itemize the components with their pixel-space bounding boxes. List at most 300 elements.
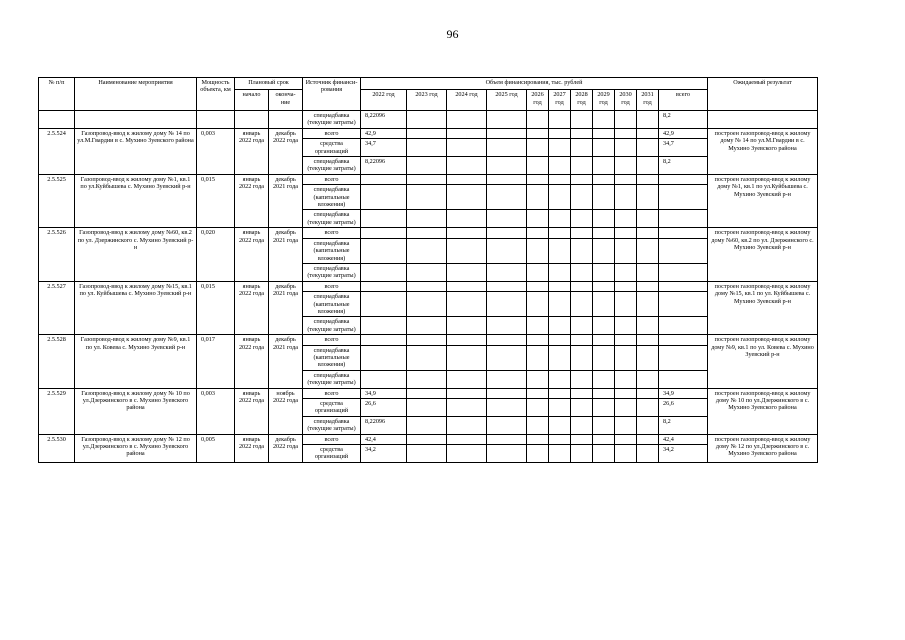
table-cell <box>571 238 593 263</box>
value-total <box>659 335 708 345</box>
table-cell <box>407 174 447 184</box>
value-2022 <box>361 210 407 228</box>
table-cell <box>571 370 593 388</box>
page-number: 96 <box>446 27 459 41</box>
entry-number: 2.5.529 <box>39 388 75 434</box>
header-year-9: 2030 год <box>615 90 637 111</box>
table-cell <box>549 370 571 388</box>
table-cell <box>708 111 818 129</box>
entry-end: декабрь 2021 года <box>269 335 303 388</box>
table-cell <box>571 317 593 335</box>
table-cell <box>615 281 637 291</box>
table-cell <box>571 111 593 129</box>
table-cell <box>637 335 659 345</box>
table-cell <box>527 399 549 417</box>
value-2022 <box>361 174 407 184</box>
entry-start: январь 2022 года <box>235 388 269 434</box>
table-cell <box>571 434 593 444</box>
table-cell <box>407 445 447 463</box>
table-cell <box>549 345 571 370</box>
entry-capacity: 0,003 <box>197 388 235 434</box>
table-cell <box>571 157 593 175</box>
entry-capacity: 0,015 <box>197 174 235 227</box>
table-cell <box>447 281 487 291</box>
header-year-6: 2027 год <box>549 90 571 111</box>
value-total <box>659 317 708 335</box>
table-cell <box>487 345 527 370</box>
source-cell: спецнадбавка (текущие затраты) <box>303 263 361 281</box>
source-cell: спецнадбавка (капитальные вложения) <box>303 345 361 370</box>
header-result: Ожидаемый результат <box>708 78 818 111</box>
table-cell <box>615 111 637 129</box>
table-cell <box>549 416 571 434</box>
table-cell <box>615 228 637 238</box>
table-cell <box>75 111 197 129</box>
value-total <box>659 370 708 388</box>
table-cell <box>527 434 549 444</box>
source-cell: спецнадбавка (текущие затраты) <box>303 370 361 388</box>
table-cell <box>615 434 637 444</box>
table-cell <box>527 388 549 398</box>
header-term: Плановый срок <box>235 78 303 90</box>
value-total: 34,2 <box>659 445 708 463</box>
table-cell <box>637 263 659 281</box>
table-cell <box>593 228 615 238</box>
value-2022 <box>361 228 407 238</box>
table-cell <box>571 281 593 291</box>
table-cell <box>593 345 615 370</box>
table-cell <box>407 111 447 129</box>
table-cell <box>615 210 637 228</box>
value-total: 42,4 <box>659 434 708 444</box>
table-cell <box>615 238 637 263</box>
table-cell <box>527 238 549 263</box>
table-cell <box>407 157 447 175</box>
table-cell <box>487 185 527 210</box>
value-total <box>659 292 708 317</box>
value-2022: 34,9 <box>361 388 407 398</box>
table-cell <box>487 111 527 129</box>
table-cell <box>593 139 615 157</box>
value-2022 <box>361 281 407 291</box>
entry-number: 2.5.525 <box>39 174 75 227</box>
table-cell <box>407 228 447 238</box>
header-term-end: оконча-ние <box>269 90 303 111</box>
table-cell <box>593 388 615 398</box>
value-2022 <box>361 185 407 210</box>
table-cell <box>447 416 487 434</box>
entry-result: построен газопровод-ввод к жилому дому № 14 по ул.М.Гвардии в с. Мухино Зуевского района <box>708 128 818 174</box>
entry-start: январь 2022 года <box>235 228 269 281</box>
value-2022: 42,9 <box>361 128 407 138</box>
table-cell <box>615 263 637 281</box>
table-cell <box>487 399 527 417</box>
header-year-3: 2024 год <box>447 90 487 111</box>
table-cell <box>571 292 593 317</box>
table-cell <box>527 335 549 345</box>
table-row <box>39 281 818 291</box>
value-total <box>659 185 708 210</box>
table-cell <box>527 416 549 434</box>
value-total: 8,2 <box>659 157 708 175</box>
entry-number: 2.5.527 <box>39 281 75 334</box>
entry-capacity: 0,005 <box>197 434 235 462</box>
table-cell <box>637 228 659 238</box>
entry-name: Газопровод-ввод к жилому дому №9, кв.1 по ул. Ковева с. Мухино Зуевский р-н <box>75 335 197 388</box>
header-year-7: 2028 год <box>571 90 593 111</box>
table-cell <box>527 445 549 463</box>
table-cell <box>571 228 593 238</box>
table-cell <box>447 228 487 238</box>
table-cell <box>571 139 593 157</box>
table-cell <box>593 210 615 228</box>
table-cell <box>527 128 549 138</box>
header-year-2: 2023 год <box>407 90 447 111</box>
header-name: Наименование мероприятия <box>75 78 197 111</box>
entry-number: 2.5.526 <box>39 228 75 281</box>
value-total: 8,2 <box>659 416 708 434</box>
table-cell <box>637 157 659 175</box>
table-cell <box>615 445 637 463</box>
table-cell <box>197 111 235 129</box>
header-year-10: 2031 год <box>637 90 659 111</box>
table-cell <box>447 238 487 263</box>
table-cell <box>447 111 487 129</box>
table-cell <box>593 416 615 434</box>
value-2022: 26,6 <box>361 399 407 417</box>
value-total <box>659 281 708 291</box>
table-cell <box>487 445 527 463</box>
table-cell <box>637 445 659 463</box>
table-cell <box>407 434 447 444</box>
table-cell <box>571 345 593 370</box>
table-cell <box>615 370 637 388</box>
value-2022 <box>361 292 407 317</box>
table-cell <box>487 238 527 263</box>
entry-end: декабрь 2021 года <box>269 281 303 334</box>
source-cell: средства организаций <box>303 139 361 157</box>
entry-name: Газопровод-ввод к жилому дому № 10 по ул.Дзержинского в с. Мухино Зуевского района <box>75 388 197 434</box>
table-row <box>39 111 818 129</box>
entry-end: декабрь 2021 года <box>269 228 303 281</box>
source-cell: спецнадбавка (капитальные вложения) <box>303 238 361 263</box>
table-cell <box>549 292 571 317</box>
table-cell <box>447 292 487 317</box>
table-cell <box>527 139 549 157</box>
source-cell: спецнадбавка (текущие затраты) <box>303 317 361 335</box>
table-cell <box>593 174 615 184</box>
value-total <box>659 345 708 370</box>
header-no: № п/п <box>39 78 75 111</box>
table-cell <box>593 263 615 281</box>
entry-name: Газопровод-ввод к жилому дому № 12 по ул.Дзержинского в с. Мухино Зуевского района <box>75 434 197 462</box>
table-cell <box>527 157 549 175</box>
table-cell <box>549 434 571 444</box>
value-2022 <box>361 345 407 370</box>
table-cell <box>407 210 447 228</box>
table-cell <box>487 128 527 138</box>
table-cell <box>637 128 659 138</box>
table-cell <box>571 388 593 398</box>
table-cell <box>637 345 659 370</box>
table-cell <box>527 210 549 228</box>
value-2022: 8,22096 <box>361 157 407 175</box>
table-cell <box>487 388 527 398</box>
value-2022: 8,22096 <box>361 416 407 434</box>
value-total: 34,9 <box>659 388 708 398</box>
table-cell <box>527 317 549 335</box>
table-cell <box>615 292 637 317</box>
table-cell <box>527 345 549 370</box>
table-cell <box>615 185 637 210</box>
value-2022 <box>361 238 407 263</box>
table-cell <box>549 139 571 157</box>
source-cell: спецнадбавка (капитальные вложения) <box>303 185 361 210</box>
table-cell <box>549 399 571 417</box>
table-cell <box>549 111 571 129</box>
table-cell <box>593 292 615 317</box>
financing-table <box>38 77 818 463</box>
table-cell <box>407 399 447 417</box>
table-cell <box>549 185 571 210</box>
table-cell <box>571 445 593 463</box>
table-cell <box>549 128 571 138</box>
value-2022 <box>361 370 407 388</box>
table-cell <box>593 238 615 263</box>
table-cell <box>571 335 593 345</box>
table-cell <box>407 335 447 345</box>
table-cell <box>447 317 487 335</box>
table-cell <box>407 281 447 291</box>
table-cell <box>593 335 615 345</box>
table-row <box>39 388 818 398</box>
table-cell <box>487 174 527 184</box>
table-cell <box>549 238 571 263</box>
value-total: 26,6 <box>659 399 708 417</box>
table-cell <box>637 238 659 263</box>
table-cell <box>593 317 615 335</box>
table-row <box>39 434 818 444</box>
table-cell <box>593 157 615 175</box>
value-total <box>659 238 708 263</box>
entry-number: 2.5.524 <box>39 128 75 174</box>
table-cell <box>407 128 447 138</box>
entry-start: январь 2022 года <box>235 174 269 227</box>
table-cell <box>571 416 593 434</box>
table-cell <box>39 111 75 129</box>
table-row <box>39 228 818 238</box>
table-cell <box>527 174 549 184</box>
table-cell <box>637 174 659 184</box>
table-cell <box>447 445 487 463</box>
table-cell <box>593 185 615 210</box>
source-cell: средства организаций <box>303 445 361 463</box>
value-2022: 42,4 <box>361 434 407 444</box>
value-total <box>659 174 708 184</box>
table-cell <box>549 263 571 281</box>
entry-number: 2.5.530 <box>39 434 75 462</box>
table-cell <box>527 281 549 291</box>
table-cell <box>549 210 571 228</box>
value-2022 <box>361 317 407 335</box>
table-cell <box>447 128 487 138</box>
header-year-4: 2025 год <box>487 90 527 111</box>
table-cell <box>593 445 615 463</box>
entry-capacity: 0,017 <box>197 335 235 388</box>
entry-name: Газопровод-ввод к жилому дому №60, кв.2 по ул. Дзержинского с. Мухино Зуевский р-н <box>75 228 197 281</box>
table-cell <box>637 185 659 210</box>
table-cell <box>447 174 487 184</box>
value-total <box>659 210 708 228</box>
table-cell <box>615 335 637 345</box>
table-cell <box>593 434 615 444</box>
table-cell <box>637 292 659 317</box>
source-cell: спецнадбавка (текущие затраты) <box>303 416 361 434</box>
table-cell <box>637 210 659 228</box>
table-cell <box>527 111 549 129</box>
table-cell <box>447 210 487 228</box>
header-capacity: Мощность объекта, км <box>197 78 235 111</box>
table-cell <box>527 185 549 210</box>
table-cell <box>447 370 487 388</box>
table-cell <box>593 399 615 417</box>
table-cell <box>269 111 303 129</box>
table-cell <box>637 281 659 291</box>
table-cell <box>407 263 447 281</box>
header-year-1: 2022 год <box>361 90 407 111</box>
table-cell <box>487 139 527 157</box>
table-cell <box>549 388 571 398</box>
table-cell <box>615 317 637 335</box>
table-cell <box>527 292 549 317</box>
table-cell <box>407 238 447 263</box>
table-row <box>39 174 818 184</box>
table-cell <box>447 185 487 210</box>
entry-result: построен газопровод-ввод к жилому дому №15, кв.1 по ул. Куйбышева с. Мухино Зуевский р-н <box>708 281 818 334</box>
entry-name: Газопровод-ввод к жилому дому №15, кв.1 по ул. Куйбышева с. Мухино Зуевский р-н <box>75 281 197 334</box>
table-cell <box>637 388 659 398</box>
table-cell <box>549 335 571 345</box>
entry-end: декабрь 2022 года <box>269 434 303 462</box>
table-cell <box>593 111 615 129</box>
header-total: всего <box>659 90 708 111</box>
value-2022: 34,2 <box>361 445 407 463</box>
source-cell: всего <box>303 128 361 138</box>
table-cell <box>487 157 527 175</box>
table-cell <box>615 345 637 370</box>
value-total <box>659 263 708 281</box>
table-cell <box>527 370 549 388</box>
entry-capacity: 0,020 <box>197 228 235 281</box>
table-cell <box>571 185 593 210</box>
table-cell <box>487 263 527 281</box>
table-cell <box>447 345 487 370</box>
table-cell <box>593 128 615 138</box>
table-cell <box>549 281 571 291</box>
table-cell <box>527 228 549 238</box>
table-cell <box>571 210 593 228</box>
entry-start: январь 2022 года <box>235 335 269 388</box>
value-total: 34,7 <box>659 139 708 157</box>
table-cell <box>637 399 659 417</box>
table-row <box>39 335 818 345</box>
entry-start: январь 2022 года <box>235 128 269 174</box>
table-cell <box>571 399 593 417</box>
header-term-start: начало <box>235 90 269 111</box>
table-cell <box>549 317 571 335</box>
table-cell <box>487 416 527 434</box>
table-cell <box>235 111 269 129</box>
entry-capacity: 0,003 <box>197 128 235 174</box>
header-source: Источник финанси-рования <box>303 78 361 111</box>
source-cell: средства организаций <box>303 399 361 417</box>
table-cell <box>571 263 593 281</box>
entry-name: Газопровод-ввод к жилому дому № 14 по ул.М.Гвардии в с. Мухино Зуевского района <box>75 128 197 174</box>
table-cell <box>527 263 549 281</box>
entry-result: построен газопровод-ввод к жилому дому №9, кв.1 по ул. Ковева с. Мухино Зуевский р-н <box>708 335 818 388</box>
value-2022 <box>361 263 407 281</box>
entry-result: построен газопровод-ввод к жилому дому № 10 по ул.Дзержинского в с. Мухино Зуевского района <box>708 388 818 434</box>
header-volume: Объем финансирования, тыс. рублей <box>361 78 708 90</box>
table-cell <box>615 416 637 434</box>
table-cell <box>407 292 447 317</box>
table-cell <box>549 445 571 463</box>
table-cell <box>487 292 527 317</box>
table-cell <box>407 185 447 210</box>
table-cell <box>615 157 637 175</box>
source-cell: спецнадбавка (текущие затраты) <box>303 157 361 175</box>
source-cell: всего <box>303 281 361 291</box>
value-2022: 34,7 <box>361 139 407 157</box>
table-cell <box>615 399 637 417</box>
entry-capacity: 0,015 <box>197 281 235 334</box>
value-total <box>659 228 708 238</box>
table-cell <box>447 157 487 175</box>
table-cell <box>407 416 447 434</box>
entry-end: ноябрь 2022 года <box>269 388 303 434</box>
source-cell: всего <box>303 388 361 398</box>
source-cell: всего <box>303 434 361 444</box>
table-cell <box>447 263 487 281</box>
table-cell <box>615 174 637 184</box>
entry-name: Газопровод-ввод к жилому дому №1, кв.1 по ул.Куйбышева с. Мухино Зуевский р-н <box>75 174 197 227</box>
header-year-8: 2029 год <box>593 90 615 111</box>
table-cell <box>549 157 571 175</box>
table-cell <box>615 139 637 157</box>
table-cell <box>571 128 593 138</box>
source-cell: спецнадбавка (текущие затраты) <box>303 111 361 129</box>
table-cell <box>447 139 487 157</box>
entry-start: январь 2022 года <box>235 434 269 462</box>
value-total: 8,2 <box>659 111 708 129</box>
table-cell <box>593 281 615 291</box>
table-cell <box>487 370 527 388</box>
table-cell <box>447 335 487 345</box>
source-cell: всего <box>303 174 361 184</box>
table-cell <box>571 174 593 184</box>
table-cell <box>637 370 659 388</box>
table-cell <box>407 317 447 335</box>
table-cell <box>637 434 659 444</box>
entry-start: январь 2022 года <box>235 281 269 334</box>
table-cell <box>615 388 637 398</box>
table-cell <box>637 111 659 129</box>
value-2022 <box>361 335 407 345</box>
table-cell <box>615 128 637 138</box>
table-cell <box>407 388 447 398</box>
entry-result: построен газопровод-ввод к жилому дому № 12 по ул.Дзержинского в с. Мухино Зуевского района <box>708 434 818 462</box>
table-cell <box>637 416 659 434</box>
